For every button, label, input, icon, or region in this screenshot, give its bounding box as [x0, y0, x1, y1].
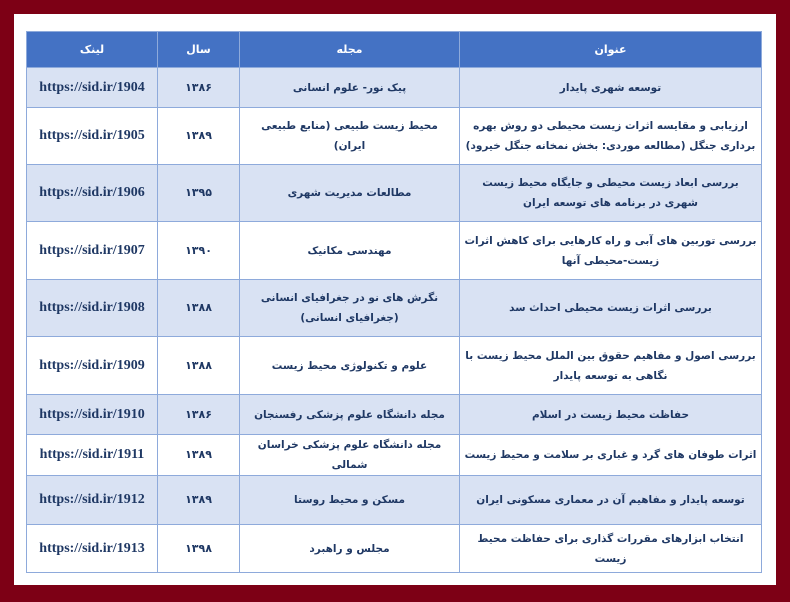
cell-title: بررسی اثرات زیست محیطی احداث سد — [460, 280, 762, 337]
cell-title: اثرات طوفان های گرد و غباری بر سلامت و محیط زیست — [460, 435, 762, 476]
table-row — [27, 280, 762, 337]
table-header — [27, 32, 762, 68]
cell-year: ۱۳۸۹ — [158, 435, 240, 476]
cell-title: بررسی توربین های آبی و راه کارهایی برای کاهش اثرات زیست-محیطی آنها — [460, 222, 762, 280]
cell-link[interactable]: https://sid.ir/1908 — [27, 280, 158, 337]
cell-journal: مجله دانشگاه علوم پزشکی خراسان شمالی — [240, 435, 460, 476]
cell-link[interactable]: https://sid.ir/1910 — [27, 395, 158, 435]
cell-year: ۱۳۸۸ — [158, 280, 240, 337]
cell-title: انتخاب ابزارهای مقررات گذاری برای حفاظت محیط زیست — [460, 525, 762, 573]
table-row — [27, 222, 762, 280]
table-row — [27, 395, 762, 435]
cell-journal: مهندسی مکانیک — [240, 222, 460, 280]
cell-journal: مطالعات مدیریت شهری — [240, 165, 460, 222]
cell-link[interactable]: https://sid.ir/1905 — [27, 108, 158, 165]
articles-table — [26, 31, 762, 573]
table-row — [27, 435, 762, 476]
table-row — [27, 337, 762, 395]
cell-journal: نگرش های نو در جغرافیای انسانی (جغرافیای انسانی) — [240, 280, 460, 337]
cell-title: توسعه شهری پایدار — [460, 68, 762, 108]
cell-year: ۱۳۸۸ — [158, 337, 240, 395]
header-year: سال — [158, 32, 240, 68]
cell-journal: پیک نور- علوم انسانی — [240, 68, 460, 108]
cell-title: بررسی ابعاد زیست محیطی و جایگاه محیط زیست شهری در برنامه های توسعه ایران — [460, 165, 762, 222]
cell-journal: علوم و تکنولوژی محیط زیست — [240, 337, 460, 395]
cell-title: ارزیابی و مقایسه اثرات زیست محیطی دو روش بهره برداری جنگل (مطالعه موردی: بخش نمخانه جنگل خیرود) — [460, 108, 762, 165]
cell-link[interactable]: https://sid.ir/1913 — [27, 525, 158, 573]
table-row — [27, 108, 762, 165]
cell-link[interactable]: https://sid.ir/1911 — [27, 435, 158, 476]
cell-journal: مجلس و راهبرد — [240, 525, 460, 573]
cell-title: بررسی اصول و مفاهیم حقوق بین الملل محیط زیست با نگاهی به توسعه پایدار — [460, 337, 762, 395]
table-row — [27, 68, 762, 108]
cell-link[interactable]: https://sid.ir/1912 — [27, 476, 158, 525]
cell-journal: مسکن و محیط روستا — [240, 476, 460, 525]
cell-year: ۱۳۸۹ — [158, 108, 240, 165]
cell-title: توسعه پایدار و مفاهیم آن در معماری مسکونی ایران — [460, 476, 762, 525]
table-row — [27, 476, 762, 525]
header-link: لینک — [27, 32, 158, 68]
cell-year: ۱۳۹۵ — [158, 165, 240, 222]
cell-link[interactable]: https://sid.ir/1904 — [27, 68, 158, 108]
cell-link[interactable]: https://sid.ir/1909 — [27, 337, 158, 395]
cell-journal: محیط زیست طبیعی (منابع طبیعی ایران) — [240, 108, 460, 165]
cell-year: ۱۳۸۶ — [158, 68, 240, 108]
cell-year: ۱۳۸۶ — [158, 395, 240, 435]
cell-link[interactable]: https://sid.ir/1906 — [27, 165, 158, 222]
header-journal: مجله — [240, 32, 460, 68]
cell-year: ۱۳۹۰ — [158, 222, 240, 280]
cell-journal: مجله دانشگاه علوم پزشکی رفسنجان — [240, 395, 460, 435]
header-title: عنوان — [460, 32, 762, 68]
table-row — [27, 525, 762, 573]
table-row — [27, 165, 762, 222]
cell-year: ۱۳۹۸ — [158, 525, 240, 573]
cell-title: حفاظت محیط زیست در اسلام — [460, 395, 762, 435]
cell-link[interactable]: https://sid.ir/1907 — [27, 222, 158, 280]
cell-year: ۱۳۸۹ — [158, 476, 240, 525]
